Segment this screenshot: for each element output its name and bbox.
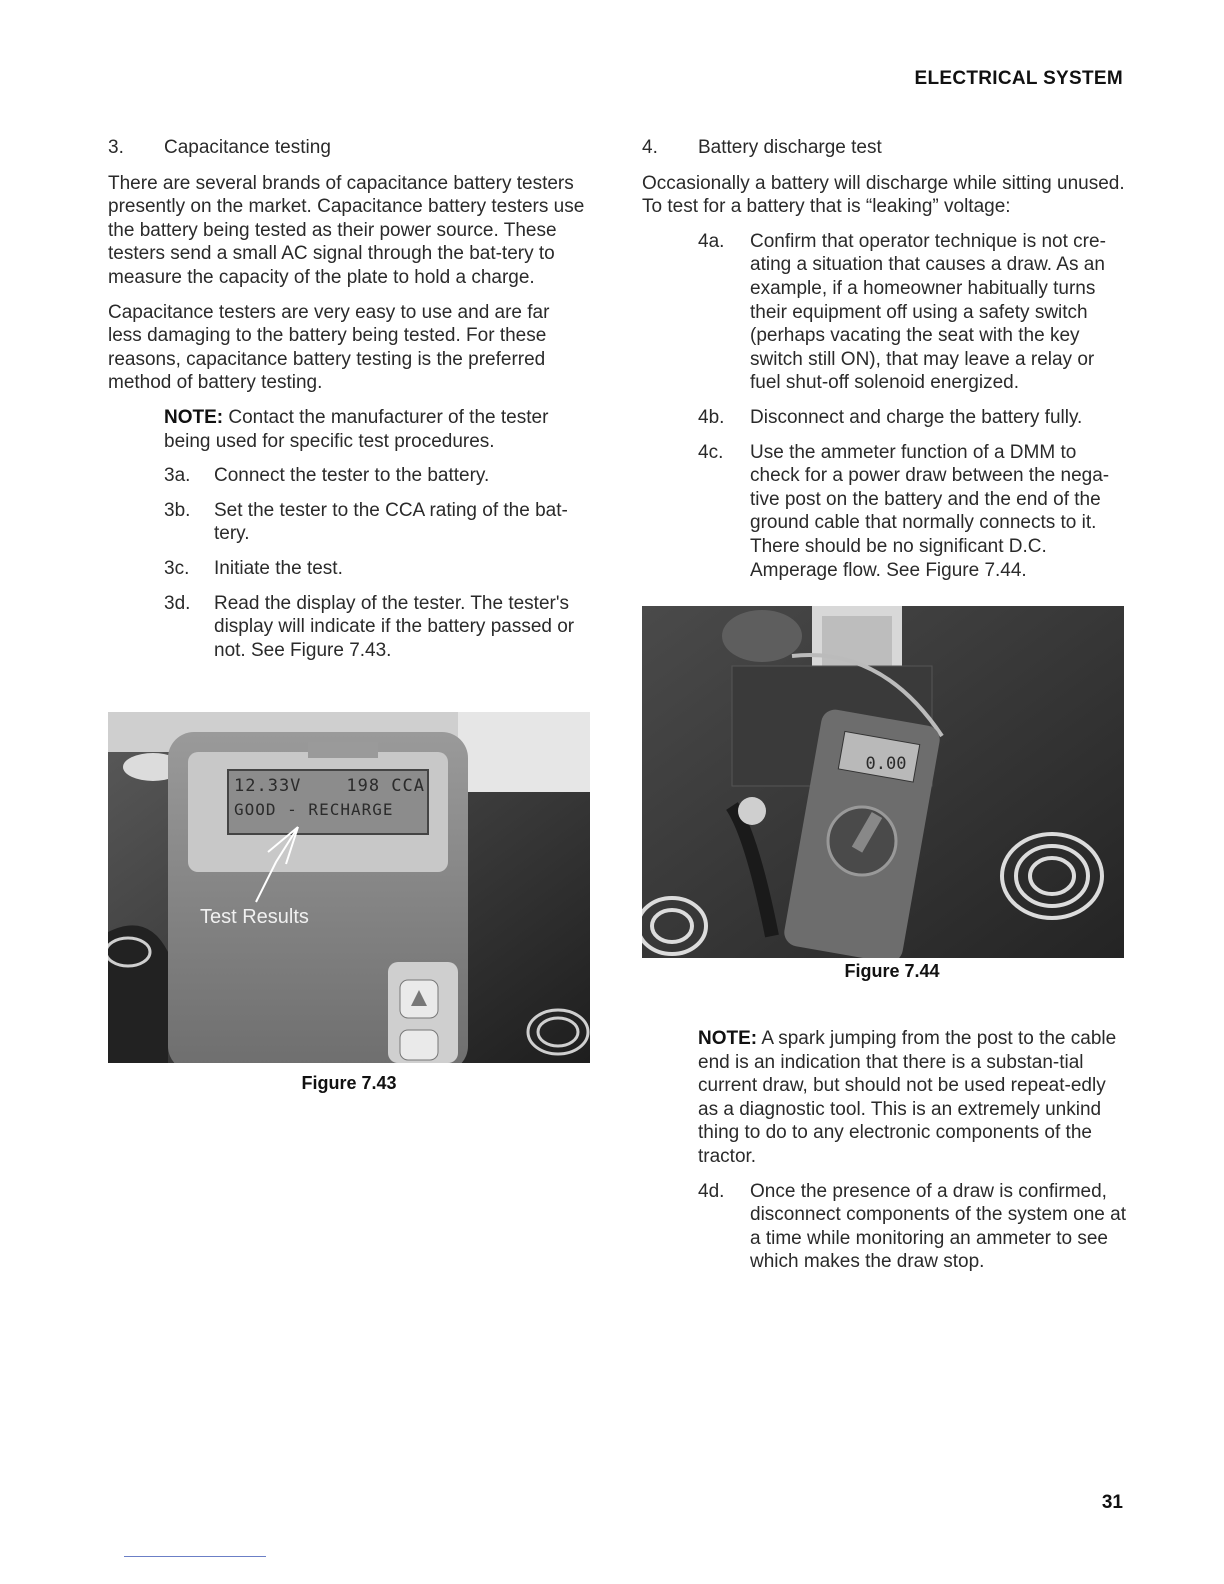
left-column [108, 136, 588, 673]
step-item [698, 230, 1128, 395]
paragraph: There are several brands of capacitance battery testers presently on the market. Capacitance battery testers use the battery being tested as their power source. These testers send a small AC signal through the bat-tery to measure the capacity of the plate to hold a charge. [108, 172, 585, 288]
step-number: 4c. [698, 441, 724, 463]
step-text: Use the ammeter function of a DMM to check for a power draw between the nega-tive post on the battery and the end of the ground cable that normally connects to it. There should be no significant D.C. Amperage flow. See Figure 7.44. [750, 441, 1110, 581]
paragraph: Capacitance testers are very easy to use and are far less damaging to the battery being tested. For these reasons, capacitance battery testing is the preferred method of battery testing. [108, 301, 550, 394]
tester-display-line-2: GOOD - RECHARGE [234, 800, 394, 819]
section-title: Capacitance testing [164, 137, 331, 158]
step-text: Connect the tester to the battery. [214, 465, 490, 487]
note [164, 406, 588, 453]
step-item [164, 592, 588, 663]
note [698, 1027, 1128, 1169]
figure-7-43-photo [108, 712, 590, 1063]
section-title: Battery discharge test [698, 137, 882, 158]
step-number: 4b. [698, 406, 725, 428]
step-item [698, 1180, 1128, 1274]
figure-caption: Figure 7.43 [301, 1073, 397, 1093]
figure-label: Test Results [200, 906, 309, 928]
step-item [164, 557, 588, 581]
section-number: 4. [642, 137, 658, 158]
running-header: ELECTRICAL SYSTEM [914, 68, 1123, 89]
battery-tester-illustration [108, 712, 590, 1063]
page-number: 31 [1101, 1492, 1123, 1513]
step-number: 4a. [698, 230, 725, 252]
step-text: Disconnect and charge the battery fully. [750, 406, 1083, 428]
section-heading [108, 136, 588, 160]
right-column-lower [642, 1027, 1128, 1285]
step-number: 3d. [164, 592, 191, 614]
step-item [164, 499, 588, 546]
step-item [698, 441, 1128, 583]
step-text: Confirm that operator technique is not cre-ating a situation that causes a draw. As an example, if a homeowner habitually turns their equipment off using a safety switch (perhaps vacating the seat with the key switch still ON), that may leave a relay or fuel shut-off solenoid energized. [750, 230, 1106, 394]
section-number: 3. [108, 137, 124, 158]
step-number: 3b. [164, 499, 191, 521]
multimeter-illustration [642, 606, 1124, 958]
step-number: 4d. [698, 1180, 725, 1202]
step-text: Set the tester to the CCA rating of the bat-tery. [214, 499, 568, 545]
tester-display-line-1: 12.33V 198 CCA [234, 776, 425, 796]
paragraph: Occasionally a battery will discharge while sitting unused. To test for a battery that is “leaking” voltage: [642, 172, 1125, 218]
right-column [642, 136, 1128, 593]
footer-rule [124, 1556, 266, 1557]
note-text: A spark jumping from the post to the cable end is an indication that there is a substan-tial current draw, but should not be used repeat-edly as a diagnostic tool. This is an extremely unkind thing to do to any electronic components of the tractor. [698, 1028, 1117, 1167]
step-text: Once the presence of a draw is confirmed, disconnect components of the system one at a time while monitoring an ammeter to see which makes the draw stop. [750, 1180, 1126, 1273]
meter-reading: 0.00 [865, 754, 907, 774]
note-text: Contact the manufacturer of the tester being used for specific test procedures. [164, 406, 549, 452]
step-text: Read the display of the tester. The tester's display will indicate if the battery passed or not. See Figure 7.43. [214, 592, 575, 661]
step-item [698, 406, 1128, 430]
note-label: NOTE: [164, 406, 224, 428]
step-item [164, 464, 588, 488]
step-text: Initiate the test. [214, 557, 343, 579]
figure-7-44-photo [642, 606, 1124, 958]
figure-caption: Figure 7.44 [844, 961, 940, 981]
step-number: 3c. [164, 557, 190, 579]
step-number: 3a. [164, 465, 191, 487]
note-label: NOTE: [698, 1028, 758, 1049]
section-heading [642, 136, 1128, 160]
